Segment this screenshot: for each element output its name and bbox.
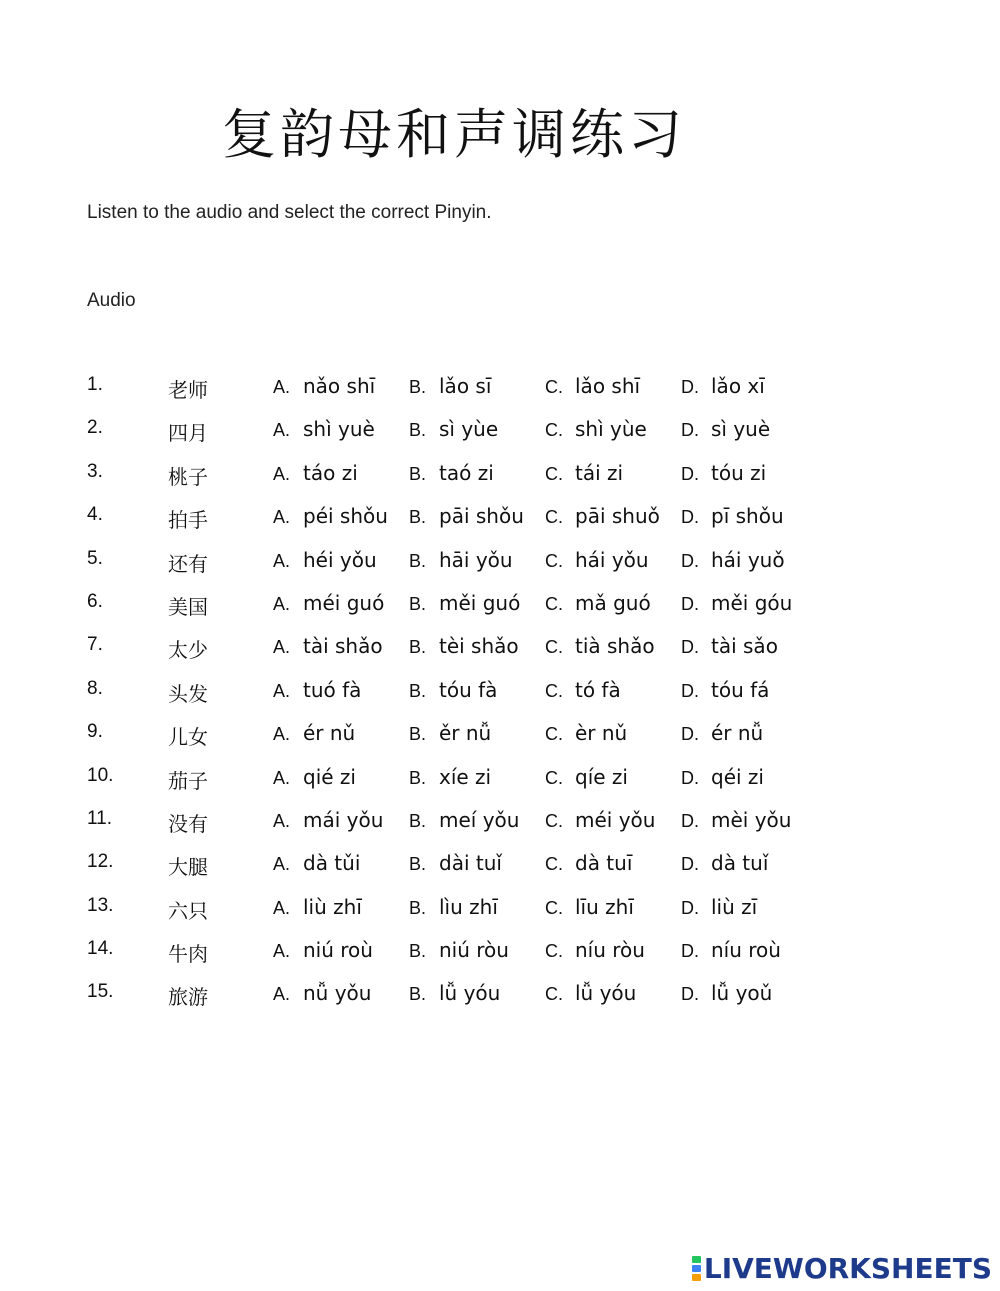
option-letter: B. — [409, 941, 427, 962]
option-d[interactable] — [681, 938, 781, 962]
option-pinyin: tài shǎo — [303, 634, 383, 659]
option-c[interactable] — [545, 548, 649, 572]
question-number: 6. — [87, 590, 103, 612]
option-letter: B. — [409, 854, 427, 875]
option-letter: A. — [273, 680, 291, 701]
question-number: 5. — [87, 547, 103, 569]
option-a[interactable] — [273, 851, 360, 875]
question-number: 13. — [87, 894, 114, 916]
option-letter: D. — [681, 810, 699, 831]
option-letter: A. — [273, 897, 291, 918]
option-c[interactable] — [545, 634, 655, 658]
chinese-word: 头发 — [168, 681, 208, 706]
question-row — [0, 583, 1000, 626]
option-a[interactable] — [273, 374, 375, 398]
option-pinyin: tià shǎo — [575, 634, 655, 659]
option-pinyin: dà tuǐ — [711, 851, 769, 876]
question-row — [0, 366, 1000, 409]
option-d[interactable] — [681, 548, 785, 572]
option-a[interactable] — [273, 895, 362, 919]
option-pinyin: hái yǒu — [575, 547, 649, 572]
option-d[interactable] — [681, 374, 765, 398]
option-letter: D. — [681, 941, 699, 962]
option-d[interactable] — [681, 591, 792, 615]
option-d[interactable] — [681, 851, 768, 875]
option-b[interactable] — [409, 851, 502, 875]
option-letter: C. — [545, 463, 563, 484]
option-d[interactable] — [681, 504, 784, 528]
option-pinyin: ér nǔ — [303, 721, 356, 746]
chinese-word: 美国 — [168, 594, 208, 619]
question-row — [0, 973, 1000, 1016]
option-c[interactable] — [545, 504, 660, 528]
question-row — [0, 800, 1000, 843]
option-pinyin: lǎo sī — [439, 374, 492, 398]
option-letter: A. — [273, 463, 291, 484]
option-pinyin: dài tuǐ — [439, 851, 502, 876]
chinese-word: 旅游 — [168, 985, 208, 1010]
option-letter: D. — [681, 550, 699, 571]
option-letter: D. — [681, 897, 699, 918]
option-letter: C. — [545, 984, 563, 1005]
question-row — [0, 713, 1000, 756]
question-row — [0, 496, 1000, 539]
option-pinyin: lǚ yoǔ — [711, 981, 773, 1006]
option-pinyin: péi shǒu — [303, 504, 388, 529]
option-b[interactable] — [409, 417, 498, 441]
option-pinyin: pī shǒu — [711, 504, 784, 529]
option-letter: A. — [273, 810, 291, 831]
option-letter: C. — [545, 377, 563, 397]
question-row — [0, 843, 1000, 886]
option-pinyin: liù zī — [711, 894, 758, 919]
option-d[interactable] — [681, 678, 769, 702]
option-letter: D. — [681, 507, 699, 528]
option-pinyin: nǚ yǒu — [303, 981, 372, 1006]
chinese-word: 茄子 — [168, 768, 208, 793]
option-c[interactable] — [545, 374, 640, 398]
option-pinyin: xíe zi — [439, 764, 492, 789]
question-row — [0, 930, 1000, 973]
chinese-word: 太少 — [168, 638, 208, 663]
option-d[interactable] — [681, 765, 764, 789]
question-number: 1. — [87, 374, 103, 395]
chinese-word: 桃子 — [168, 464, 208, 489]
question-number: 11. — [87, 807, 113, 829]
option-pinyin: shì yùe — [575, 417, 647, 442]
option-d[interactable] — [681, 721, 763, 745]
option-pinyin: lìu zhī — [439, 894, 498, 919]
chinese-word: 老师 — [168, 378, 208, 402]
option-c[interactable] — [545, 895, 634, 919]
question-number: 3. — [87, 460, 103, 482]
option-c[interactable] — [545, 721, 627, 745]
option-letter: B. — [409, 897, 427, 918]
chinese-word: 四月 — [168, 421, 208, 446]
option-d[interactable] — [681, 895, 757, 919]
option-pinyin: tái zi — [575, 460, 624, 485]
option-letter: A. — [273, 984, 291, 1005]
option-b[interactable] — [409, 678, 497, 702]
option-letter: C. — [545, 854, 563, 875]
option-pinyin: niú roù — [303, 938, 373, 963]
chinese-word: 没有 — [168, 811, 208, 836]
option-pinyin: niú ròu — [439, 938, 509, 963]
option-pinyin: mǎ guó — [575, 590, 651, 615]
option-pinyin: pāi shǒu — [439, 504, 524, 529]
option-a[interactable] — [273, 808, 383, 832]
option-letter: B. — [409, 984, 427, 1005]
option-letter: B. — [409, 507, 427, 528]
option-letter: C. — [545, 680, 563, 701]
question-number: 9. — [87, 721, 103, 743]
option-letter: B. — [409, 767, 427, 788]
brand-name: LIVEWORKSHEETS — [703, 1252, 992, 1285]
option-pinyin: tèi shǎo — [439, 634, 519, 659]
option-letter: A. — [273, 377, 291, 397]
option-letter: D. — [681, 724, 699, 745]
question-number: 14. — [87, 938, 114, 960]
option-b[interactable] — [409, 765, 491, 789]
option-letter: D. — [681, 593, 699, 614]
option-pinyin: hāi yǒu — [439, 547, 513, 572]
option-a[interactable] — [273, 417, 375, 441]
question-row — [0, 453, 1000, 496]
option-letter: C. — [545, 420, 563, 441]
option-b[interactable] — [409, 895, 498, 919]
option-pinyin: táo zi — [303, 460, 358, 485]
option-b[interactable] — [409, 461, 494, 485]
option-pinyin: méi yǒu — [575, 807, 656, 832]
option-letter: A. — [273, 593, 291, 614]
option-pinyin: èr nǔ — [575, 721, 628, 746]
option-letter: D. — [681, 637, 699, 658]
question-row — [0, 887, 1000, 930]
question-row — [0, 626, 1000, 669]
option-letter: A. — [273, 420, 291, 441]
option-letter: D. — [681, 767, 699, 788]
option-pinyin: tài sǎo — [711, 634, 778, 659]
option-pinyin: měi guó — [439, 590, 521, 615]
option-letter: A. — [273, 507, 291, 528]
option-a[interactable] — [273, 461, 358, 485]
option-c[interactable] — [545, 417, 647, 441]
option-pinyin: mái yǒu — [303, 807, 384, 832]
question-number: 4. — [87, 504, 103, 526]
audio-link[interactable]: Audio — [87, 290, 136, 311]
option-pinyin: shì yuè — [303, 417, 375, 442]
option-d[interactable] — [681, 417, 770, 441]
option-pinyin: qéi zi — [711, 764, 764, 789]
option-a[interactable] — [273, 981, 371, 1005]
option-letter: C. — [545, 767, 563, 788]
question-number: 10. — [87, 764, 114, 786]
option-pinyin: tuó fà — [303, 677, 362, 702]
chinese-word: 大腿 — [168, 855, 208, 880]
option-c[interactable] — [545, 808, 655, 832]
chinese-word: 六只 — [168, 898, 208, 923]
option-letter: B. — [409, 680, 427, 701]
option-b[interactable] — [409, 808, 519, 832]
option-a[interactable] — [273, 938, 373, 962]
option-pinyin: níu roù — [711, 938, 781, 963]
option-pinyin: meí yǒu — [439, 807, 520, 832]
liveworksheets-logo-icon — [692, 1256, 701, 1281]
option-pinyin: dà tuī — [575, 851, 633, 876]
option-d[interactable] — [681, 808, 791, 832]
footer-brand — [692, 1252, 992, 1285]
option-letter: C. — [545, 941, 563, 962]
option-pinyin: liù zhī — [303, 894, 362, 919]
instruction-text: Listen to the audio and select the correct Pinyin. — [87, 202, 492, 223]
option-c[interactable] — [545, 765, 628, 789]
option-letter: C. — [545, 550, 563, 571]
option-b[interactable] — [409, 721, 491, 745]
option-c[interactable] — [545, 678, 621, 702]
option-pinyin: tó fà — [575, 677, 621, 702]
option-b[interactable] — [409, 504, 524, 528]
option-letter: A. — [273, 637, 291, 658]
option-pinyin: ěr nǚ — [439, 721, 492, 746]
option-pinyin: dà tǔi — [303, 851, 361, 876]
option-pinyin: lǎo shī — [575, 374, 641, 398]
option-pinyin: hái yuǒ — [711, 547, 785, 572]
chinese-word: 儿女 — [168, 725, 208, 750]
option-pinyin: sì yuè — [711, 417, 771, 442]
option-pinyin: nǎo shī — [303, 374, 376, 398]
option-a[interactable] — [273, 504, 388, 528]
option-pinyin: tóu fá — [711, 677, 770, 702]
option-pinyin: méi guó — [303, 590, 385, 615]
option-pinyin: qié zi — [303, 764, 356, 789]
option-pinyin: sì yùe — [439, 417, 499, 442]
option-d[interactable] — [681, 634, 778, 658]
question-number: 7. — [87, 634, 103, 656]
option-pinyin: lǎo xī — [711, 374, 765, 398]
option-letter: B. — [409, 724, 427, 745]
option-a[interactable] — [273, 721, 355, 745]
chinese-word: 拍手 — [168, 508, 208, 533]
option-pinyin: lǚ yóu — [575, 981, 637, 1006]
option-letter: B. — [409, 420, 427, 441]
question-number: 8. — [87, 677, 103, 699]
option-letter: C. — [545, 637, 563, 658]
option-b[interactable] — [409, 634, 519, 658]
option-letter: A. — [273, 767, 291, 788]
option-letter: D. — [681, 680, 699, 701]
option-pinyin: mèi yǒu — [711, 807, 792, 832]
option-letter: B. — [409, 810, 427, 831]
option-b[interactable] — [409, 981, 500, 1005]
question-row — [0, 540, 1000, 583]
option-pinyin: taó zi — [439, 460, 494, 485]
option-letter: D. — [681, 377, 699, 397]
question-row — [0, 757, 1000, 800]
option-letter: B. — [409, 377, 427, 397]
option-b[interactable] — [409, 374, 491, 398]
option-pinyin: tóu zi — [711, 460, 767, 485]
option-pinyin: tóu fà — [439, 677, 498, 702]
option-letter: D. — [681, 420, 699, 441]
question-list — [0, 366, 1000, 1017]
option-letter: B. — [409, 593, 427, 614]
question-number: 2. — [87, 417, 103, 439]
option-pinyin: pāi shuǒ — [575, 504, 660, 529]
question-number: 15. — [87, 981, 114, 1003]
option-letter: C. — [545, 507, 563, 528]
option-d[interactable] — [681, 461, 766, 485]
option-c[interactable] — [545, 938, 645, 962]
option-c[interactable] — [545, 981, 636, 1005]
option-a[interactable] — [273, 634, 383, 658]
option-letter: B. — [409, 463, 427, 484]
option-a[interactable] — [273, 678, 361, 702]
option-letter: D. — [681, 984, 699, 1005]
option-b[interactable] — [409, 591, 520, 615]
option-letter: A. — [273, 550, 291, 571]
option-pinyin: héi yǒu — [303, 547, 377, 572]
worksheet-title: 复韵母和声调练习 — [222, 103, 686, 166]
option-b[interactable] — [409, 548, 513, 572]
option-letter: D. — [681, 463, 699, 484]
option-c[interactable] — [545, 461, 623, 485]
question-row — [0, 670, 1000, 713]
option-c[interactable] — [545, 851, 632, 875]
option-pinyin: lǚ yóu — [439, 981, 501, 1006]
chinese-word: 还有 — [168, 551, 208, 576]
option-letter: A. — [273, 724, 291, 745]
option-b[interactable] — [409, 938, 509, 962]
chinese-word: 牛肉 — [168, 942, 208, 967]
option-a[interactable] — [273, 548, 377, 572]
option-pinyin: ér nǚ — [711, 721, 764, 746]
question-number: 12. — [87, 851, 114, 873]
option-d[interactable] — [681, 981, 772, 1005]
option-letter: D. — [681, 854, 699, 875]
option-pinyin: měi góu — [711, 590, 793, 615]
question-row — [0, 409, 1000, 452]
option-letter: C. — [545, 897, 563, 918]
option-pinyin: līu zhī — [575, 894, 634, 919]
option-letter: C. — [545, 724, 563, 745]
option-letter: C. — [545, 593, 563, 614]
option-pinyin: níu ròu — [575, 938, 645, 963]
option-a[interactable] — [273, 591, 384, 615]
option-pinyin: qíe zi — [575, 764, 628, 789]
option-a[interactable] — [273, 765, 356, 789]
option-letter: B. — [409, 550, 427, 571]
option-letter: C. — [545, 810, 563, 831]
option-letter: B. — [409, 637, 427, 658]
option-c[interactable] — [545, 591, 651, 615]
option-letter: A. — [273, 854, 291, 875]
option-letter: A. — [273, 941, 291, 962]
